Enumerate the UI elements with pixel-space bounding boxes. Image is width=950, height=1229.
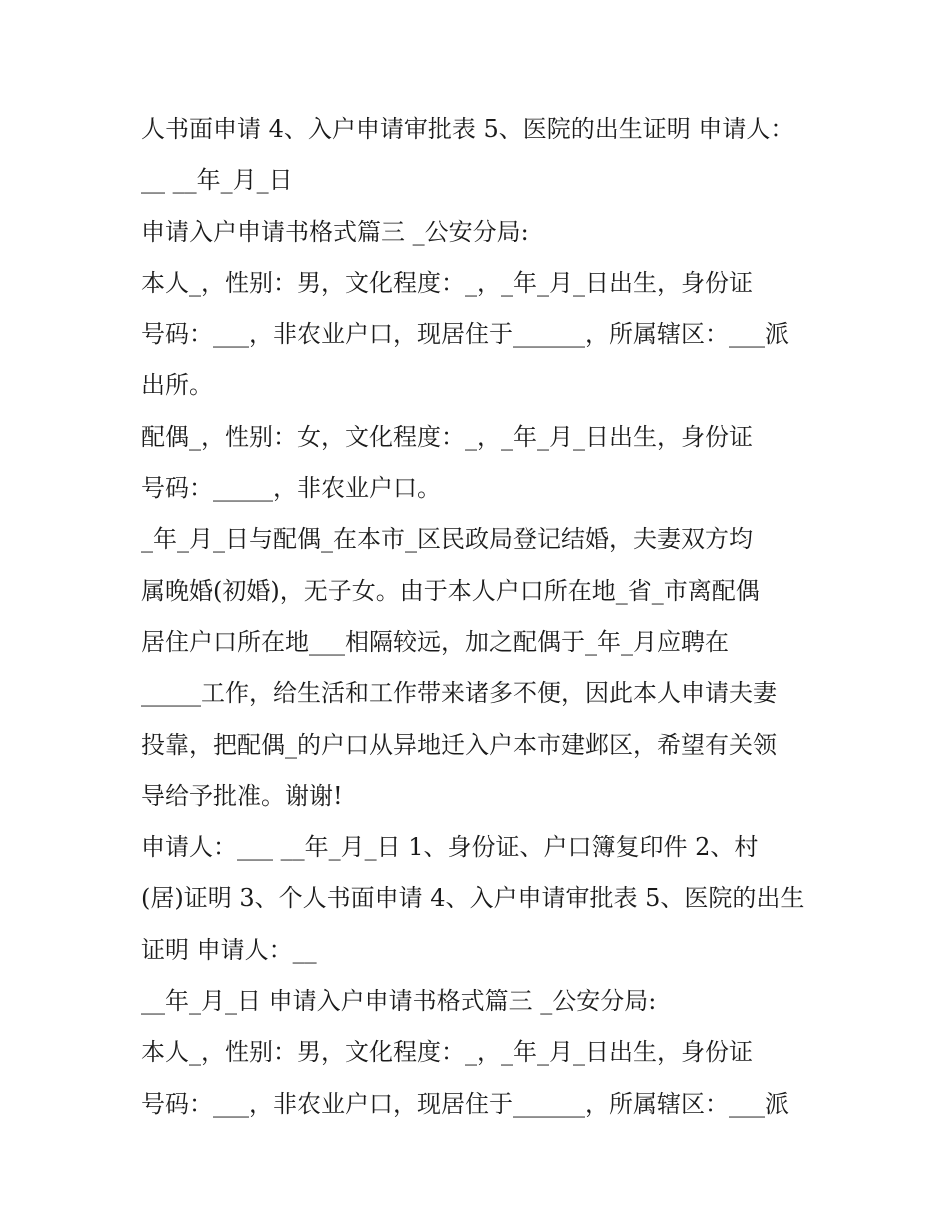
text-line-3: 申请入户申请书格式篇三 _公安分局: [141, 217, 529, 246]
text-line-8: 号码：_____，非农业户口。 [141, 474, 441, 503]
document-body [141, 104, 821, 1130]
text-line-19: 本人_，性别：男，文化程度：_，_年_月_日出生，身份证 [141, 1038, 753, 1067]
text-line-14: 导给予批准。谢谢! [141, 781, 343, 810]
text-line-17: 证明 申请人：__ [141, 935, 317, 964]
text-line-16: (居)证明 3、个人书面申请 4、入户申请审批表 5、医院的出生 [141, 884, 805, 913]
text-line-5: 号码：___，非农业户口，现居住于______，所属辖区：___派 [141, 320, 789, 349]
text-line-13: 投靠，把配偶_的户口从异地迁入户本市建邺区，希望有关领 [141, 730, 777, 759]
text-line-6: 出所。 [141, 371, 213, 400]
text-line-4: 本人_，性别：男，文化程度：_，_年_月_日出生，身份证 [141, 268, 753, 297]
text-line-2: __ __年_月_日 [141, 166, 293, 195]
text-line-20: 号码：___，非农业户口，现居住于______，所属辖区：___派 [141, 1089, 789, 1118]
text-line-12: _____工作，给生活和工作带来诸多不便，因此本人申请夫妻 [141, 679, 777, 708]
text-line-9: _年_月_日与配偶_在本市_区民政局登记结婚，夫妻双方均 [141, 525, 753, 554]
text-line-1: 人书面申请 4、入户申请审批表 5、医院的出生证明 申请人： [141, 115, 795, 143]
text-line-18: __年_月_日 申请入户申请书格式篇三 _公安分局: [141, 987, 657, 1016]
text-line-11: 居住户口所在地___相隔较远，加之配偶于_年_月应聘在 [141, 627, 729, 656]
text-line-7: 配偶_，性别：女，文化程度：_，_年_月_日出生，身份证 [141, 422, 753, 451]
text-line-10: 属晚婚(初婚)，无子女。由于本人户口所在地_省_市离配偶 [141, 576, 760, 605]
text-line-15: 申请人：___ __年_月_日 1、身份证、户口簿复印件 2、村 [141, 833, 759, 862]
